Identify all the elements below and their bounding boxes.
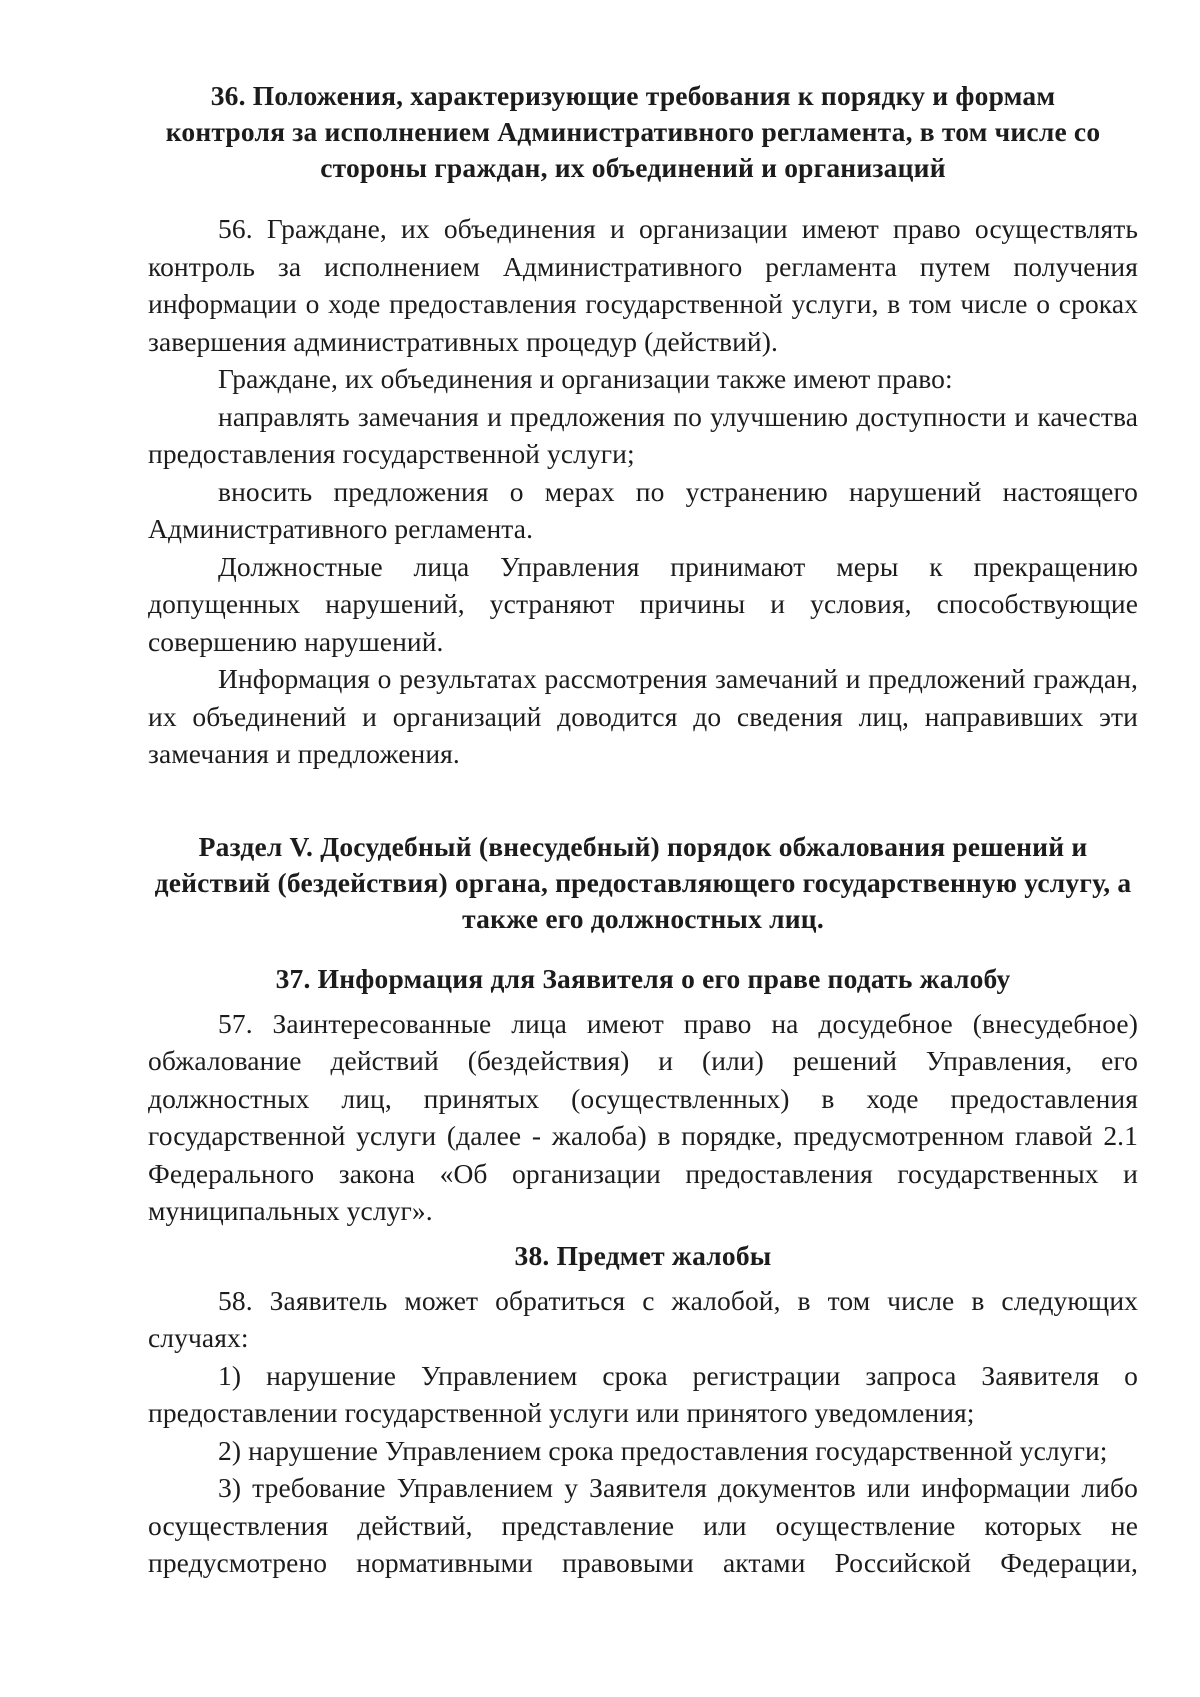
list-item-3: 3) требование Управлением у Заявителя документов или информации либо осуществления действий, представление или осуществление которых не предусмотрено нормативными правовыми актами Российской Федерации, bbox=[148, 1472, 1138, 1578]
paragraph-send-remarks: направлять замечания и предложения по улучшению доступности и качества предоставления государственной услуги; bbox=[148, 400, 1138, 469]
section-36-heading: 36. Положения, характеризующие требования к порядку и формам контроля за исполнением Административного регламента, в том числе со стороны граждан, их объединений и организаций bbox=[165, 80, 1101, 183]
list-item-2: 2) нарушение Управлением срока предоставления государственной услуги; bbox=[218, 1434, 1108, 1466]
section-37-heading: 37. Информация для Заявителя о его праве подать жалобу bbox=[275, 962, 1011, 994]
paragraph-citizens-rights: Граждане, их объединения и организации также имеют право: bbox=[218, 363, 953, 394]
paragraph-56: 56. Граждане, их объединения и организации имеют право осуществлять контроль за исполнением Административного регламента путем получения информации о ходе предоставления государственной услуги, в том числе о сроках завершения административных процедур (действий). bbox=[148, 213, 1138, 357]
list-item-1: 1) нарушение Управлением срока регистрации запроса Заявителя о предоставлении государственной услуги или принятого уведомления; bbox=[148, 1359, 1138, 1428]
paragraph-proposals: вносить предложения о мерах по устранению нарушений настоящего Административного регламента. bbox=[148, 475, 1138, 544]
paragraph-58: 58. Заявитель может обратиться с жалобой, в том числе в следующих случаях: bbox=[148, 1284, 1138, 1353]
document-body bbox=[148, 78, 1138, 1582]
section-5-heading: Раздел V. Досудебный (внесудебный) порядок обжалования решений и действий (бездействия) органа, предоставляющего государственную услугу, а также его должностных лиц. bbox=[154, 830, 1132, 934]
paragraph-57: 57. Заинтересованные лица имеют право на досудебное (внесудебное) обжалование действий (бездействия) и (или) решений Управления, его должностных лиц, принятых (осуществленных) в ходе предоставления государственной услуги (далее - жалоба) в порядке, предусмотренном главой 2.1 Федерального закона «Об организации предоставления государственных и муниципальных услуг». bbox=[148, 1007, 1138, 1226]
paragraph-officials-measures: Должностные лица Управления принимают меры к прекращению допущенных нарушений, устраняют причины и условия, способствующие совершению нарушений. bbox=[148, 550, 1138, 657]
paragraph-review-results: Информация о результатах рассмотрения замечаний и предложений граждан, их объединений и организаций доводится до сведения лиц, направивших эти замечания и предложения. bbox=[148, 663, 1138, 769]
section-38-heading: 38. Предмет жалобы bbox=[514, 1239, 772, 1271]
